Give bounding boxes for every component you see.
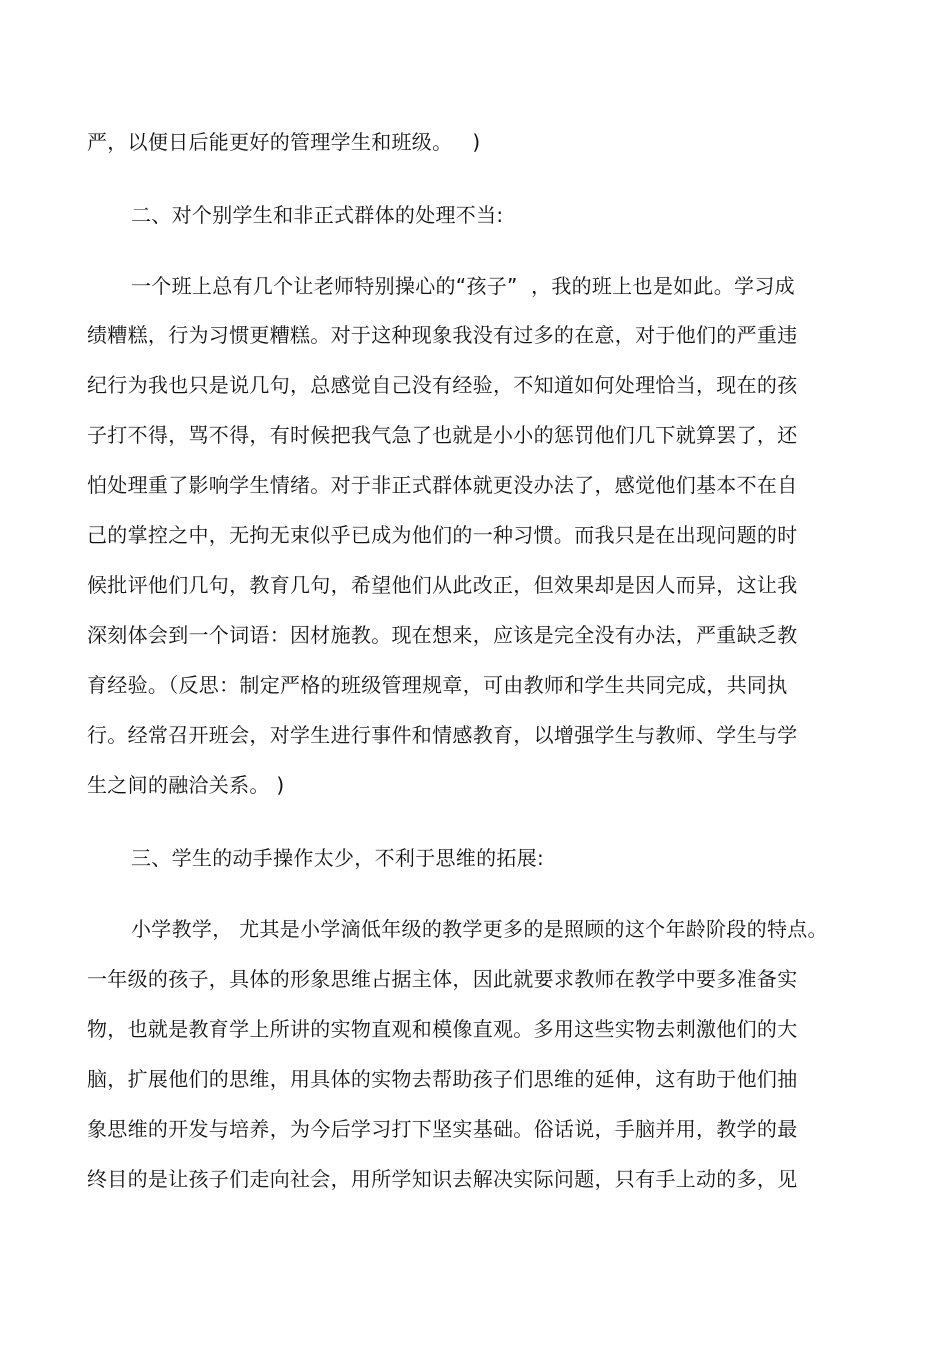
- text-line: 候批评他们几句，教育几句，希望他们从此改正，但效果却是因人而异，这让我: [87, 573, 798, 597]
- text-line: 己的掌控之中，无拘无束似乎已成为他们的一种习惯。而我只是在出现问题的时: [87, 523, 798, 547]
- text-line: 纪行为我也只是说几句，总感觉自己没有经验，不知道如何处理恰当，现在的孩: [87, 373, 798, 397]
- text-line: 深刻体会到一个词语：因材施教。现在想来，应该是完全没有办法，严重缺乏教: [87, 623, 798, 647]
- text-line: 脑，扩展他们的思维，用具体的实物去帮助孩子们思维的延伸，这有助于他们抽: [87, 1067, 798, 1091]
- text-line: 象思维的开发与培养，为今后学习打下坚实基础。俗话说，手脑并用，教学的最: [87, 1117, 798, 1141]
- text-line: 绩糟糕，行为习惯更糟糕。对于这种现象我没有过多的在意，对于他们的严重违: [87, 323, 798, 347]
- text-line: 严，以便日后能更好的管理学生和班级。 ): [87, 130, 481, 154]
- text-line: 子打不得，骂不得，有时候把我气急了也就是小小的惩罚他们几下就算罢了，还: [87, 423, 798, 447]
- section-heading-3: 三、学生的动手操作太少，不利于思维的拓展:: [131, 846, 545, 870]
- text-line: 育经验。（反思：制定严格的班级管理规章，可由教师和学生共同完成，共同执: [87, 673, 788, 697]
- text-line: 一年级的孩子，具体的形象思维占据主体，因此就要求教师在教学中要多准备实: [87, 967, 798, 991]
- text-line: 小学教学， 尤其是小学滴低年级的教学更多的是照顾的这个年龄阶段的特点。: [131, 917, 828, 941]
- text-line: 终目的是让孩子们走向社会，用所学知识去解决实际问题，只有手上动的多，见: [87, 1167, 798, 1191]
- text-line: 一个班上总有几个让老师特别操心的“孩子” ，我的班上也是如此。学习成: [131, 274, 795, 298]
- text-line: 怕处理重了影响学生情绪。对于非正式群体就更没办法了，感觉他们基本不在自: [87, 473, 798, 497]
- section-heading-2: 二、对个别学生和非正式群体的处理不当:: [131, 203, 504, 227]
- text-line: 生之间的融洽关系。 ): [87, 773, 285, 797]
- text-line: 物，也就是教育学上所讲的实物直观和模像直观。多用这些实物去刺激他们的大: [87, 1017, 798, 1041]
- text-line: 行。经常召开班会，对学生进行事件和情感教育，以增强学生与教师、学生与学: [87, 723, 798, 747]
